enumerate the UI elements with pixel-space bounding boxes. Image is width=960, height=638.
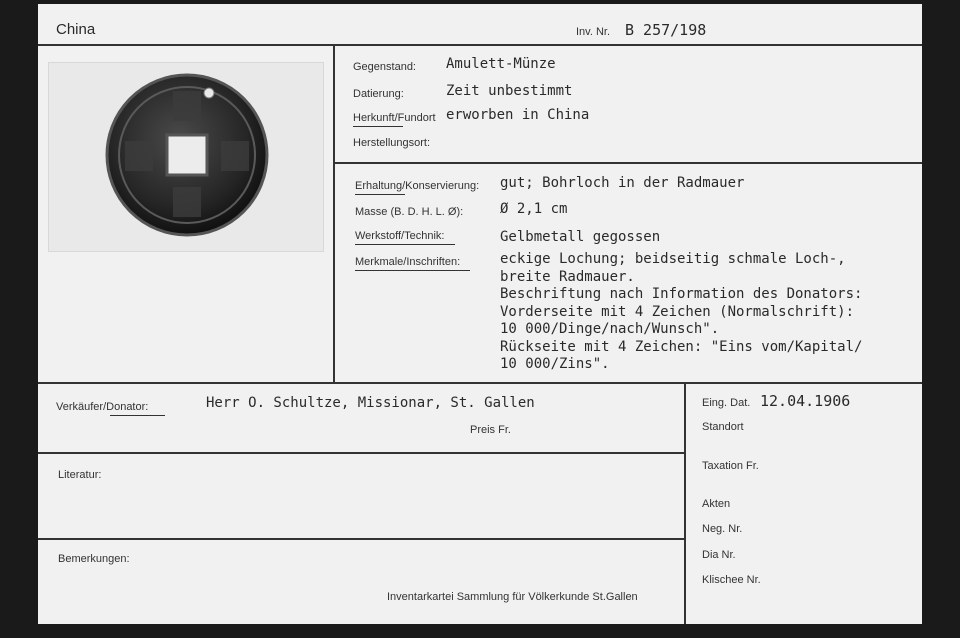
section-divider-3 — [38, 452, 684, 454]
literatur-label: Literatur: — [58, 469, 102, 481]
akten-label: Akten — [702, 498, 731, 510]
merkmale-line: Beschriftung nach Information des Donators: — [500, 286, 863, 302]
erhaltung-value: gut; Bohrloch in der Radmauer — [500, 175, 745, 191]
datierung-label: Datierung: — [353, 88, 404, 100]
inv-number: B 257/198 — [625, 21, 707, 39]
section-divider-1 — [333, 162, 922, 164]
inv-label: Inv. Nr. — [576, 26, 611, 38]
herkunft-underline — [353, 126, 403, 127]
werkstoff-label: Werkstoff/Technik: — [355, 230, 445, 242]
erhaltung-label: Erhaltung/Konservierung: — [355, 180, 480, 192]
section-divider-4 — [38, 538, 684, 540]
coin-image — [49, 63, 323, 251]
bemerkungen-label: Bemerkungen: — [58, 553, 130, 565]
verkaeufer-value: Herr O. Schultze, Missionar, St. Gallen — [206, 395, 535, 411]
herstellungsort-label: Herstellungsort: — [353, 137, 431, 149]
eing-value: 12.04.1906 — [760, 392, 851, 410]
klischee-label: Klischee Nr. — [702, 574, 761, 586]
herkunft-value: erworben in China — [446, 107, 590, 123]
photo-divider — [333, 44, 335, 384]
eing-label: Eing. Dat. — [702, 397, 751, 409]
merkmale-underline — [355, 270, 470, 271]
gegenstand-label: Gegenstand: — [353, 61, 416, 73]
merkmale-line: eckige Lochung; beidseitig schmale Loch-, — [500, 251, 846, 267]
section-divider-2 — [38, 382, 922, 384]
coin-photo — [48, 62, 324, 252]
merkmale-line: Vorderseite mit 4 Zeichen (Normalschrift): — [500, 303, 855, 320]
gegenstand-value: Amulett-Münze — [446, 56, 556, 72]
standort-label: Standort — [702, 421, 744, 433]
dia-label: Dia Nr. — [702, 549, 736, 561]
region-title: China — [56, 21, 96, 38]
neg-label: Neg. Nr. — [702, 523, 743, 535]
masse-value: Ø 2,1 cm — [500, 201, 568, 217]
werkstoff-underline — [355, 244, 455, 245]
werkstoff-value: Gelbmetall gegossen — [500, 229, 661, 245]
herkunft-label: Herkunft/Fundort — [353, 112, 436, 124]
merkmale-line: 10 000/Zins". — [500, 356, 610, 372]
header-divider — [38, 44, 922, 46]
merkmale-value — [500, 251, 910, 374]
taxation-label: Taxation Fr. — [702, 460, 759, 472]
erhaltung-underline — [355, 194, 405, 195]
verkaeufer-label: Verkäufer/Donator: — [56, 401, 149, 413]
merkmale-label: Merkmale/Inschriften: — [355, 256, 461, 268]
masse-label: Masse (B. D. H. L. Ø): — [355, 206, 464, 218]
admin-divider — [684, 382, 686, 624]
preis-label: Preis Fr. — [470, 424, 511, 436]
donator-underline — [110, 415, 165, 416]
merkmale-line: 10 000/Dinge/nach/Wunsch". — [500, 321, 720, 337]
datierung-value: Zeit unbestimmt — [446, 83, 573, 99]
merkmale-line: Rückseite mit 4 Zeichen: "Eins vom/Kapital/ — [500, 338, 863, 355]
merkmale-line: breite Radmauer. — [500, 268, 635, 285]
footer-text: Inventarkartei Sammlung für Völkerkunde St.Gallen — [387, 591, 638, 603]
